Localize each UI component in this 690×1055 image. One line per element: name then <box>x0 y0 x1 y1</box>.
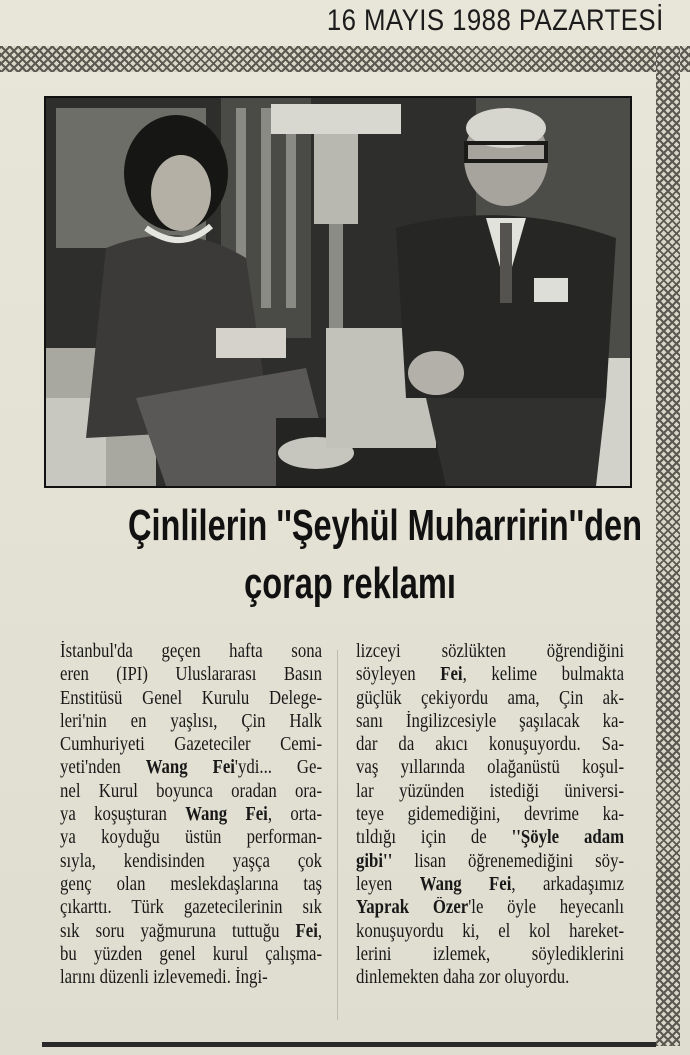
article-text: ya koşuşturan <box>60 804 186 826</box>
article-text: larını düzenli izlevemedi. İngi- <box>60 967 268 989</box>
article-line <box>356 966 624 989</box>
article-text: , arkadaşımız <box>511 873 625 895</box>
article-text: söyleyen <box>356 664 441 686</box>
article-text: lizceyi sözlükten öğrendiğini <box>356 641 625 662</box>
article-text: leyen <box>356 873 420 895</box>
bold-name-text: Wang Fei <box>419 873 512 895</box>
article-line <box>60 966 322 989</box>
bold-name-text: Fei <box>295 920 318 942</box>
dateline: 16 MAYIS 1988 PAZARTESİ <box>327 4 664 37</box>
article-line <box>356 640 624 663</box>
article-text: , orta- <box>267 804 323 826</box>
article-text: genç olan meslekdaşlarına taş <box>60 873 323 895</box>
article-text: vaş yıllarında olağanüstü koşul- <box>356 757 625 779</box>
article-text: ya koyduğu üstün performan- <box>60 827 323 849</box>
article-text: bu yüzden genel kurul çalışma- <box>60 943 323 965</box>
article-line <box>60 640 322 663</box>
article-line <box>60 943 322 966</box>
article-line <box>356 826 624 849</box>
article-line <box>60 780 322 803</box>
column-divider <box>337 650 338 1020</box>
article-line <box>60 733 322 756</box>
article-line <box>356 943 624 966</box>
article-text: sık soru yağmuruna tuttuğu <box>60 920 296 942</box>
article-text: , <box>317 920 323 942</box>
article-line <box>60 756 322 779</box>
headline-line-2: çorap reklamı <box>244 559 456 608</box>
bottom-rule <box>42 1042 656 1047</box>
article-text: lisan öğrenemediğini söy- <box>392 850 625 872</box>
article-line <box>356 803 624 826</box>
news-photo <box>44 96 632 488</box>
article-text: Cumhuriyeti Gazeteciler Cemi- <box>60 734 323 756</box>
decorative-hatch-border-top <box>0 46 690 72</box>
photo-illustration <box>46 98 630 486</box>
article-column-left <box>60 640 322 989</box>
bold-name-text: Fei <box>440 664 463 686</box>
article-text: yeti'nden <box>60 757 146 779</box>
article-text: tıldığı için de <box>356 827 512 849</box>
bold-name-text: Yaprak Özer <box>356 897 469 919</box>
headline <box>50 500 650 610</box>
bold-name-text: gibi'' <box>356 850 393 872</box>
article-text: dinlemekten daha zor oluyordu. <box>356 967 570 989</box>
article-line <box>60 920 322 943</box>
article-text: nel Kurul boyunca oradan ora- <box>60 780 323 802</box>
article-text: sıyla, kendisinden yaşça çok <box>60 850 323 872</box>
article-line <box>60 710 322 733</box>
article-text: dar da akıcı konuşuyordu. Sa- <box>356 734 625 756</box>
article-line <box>356 733 624 756</box>
article-line <box>356 850 624 873</box>
article-text: , kelime bulmakta <box>462 664 625 686</box>
article-text: Enstitüsü Genel Kurulu Delege- <box>60 687 323 709</box>
headline-line-1: Çinlilerin ''Şeyhül Muharririn''den <box>128 501 643 550</box>
article-line <box>60 687 322 710</box>
article-line <box>356 687 624 710</box>
article-text: 'ydi... Ge- <box>234 757 323 779</box>
article-text: 'le öyle heyecanlı <box>468 897 625 919</box>
bold-name-text: Wang Fei <box>145 757 235 779</box>
article-line <box>356 873 624 896</box>
article-text: eren (IPI) Uluslararası Basın <box>60 664 323 686</box>
article-text: güçlük çekiyordu ama, Çin ak- <box>356 687 625 709</box>
article-line <box>356 663 624 686</box>
article-text: çıkarttı. Türk gazetecilerinin sık <box>60 897 323 919</box>
article-text: sanı İngilizcesiyle şaşılacak ka- <box>356 710 625 732</box>
article-line <box>356 756 624 779</box>
article-text: leri'nin en yaşlısı, Çin Halk <box>60 710 323 732</box>
article-text: konuşuyordu ki, el kol hareket- <box>356 920 625 942</box>
article-column-right <box>356 640 624 989</box>
article-line <box>356 780 624 803</box>
article-line <box>60 896 322 919</box>
article-line <box>60 850 322 873</box>
article-line <box>60 803 322 826</box>
article-text: İstanbul'da geçen hafta sona <box>60 641 323 662</box>
article-line <box>60 873 322 896</box>
article-line <box>60 663 322 686</box>
bold-name-text: ''Şöyle adam <box>511 827 625 849</box>
article-line <box>356 896 624 919</box>
article-text: teye gidemediğini, devrime ka- <box>356 804 625 826</box>
article-line <box>356 920 624 943</box>
decorative-hatch-border-right <box>656 46 680 1046</box>
article-text: lerini izlemek, söylediklerini <box>356 943 625 965</box>
article-text: lar yüzünden istediği üniversi- <box>356 780 625 802</box>
article-line <box>60 826 322 849</box>
bold-name-text: Wang Fei <box>185 804 268 826</box>
article-line <box>356 710 624 733</box>
